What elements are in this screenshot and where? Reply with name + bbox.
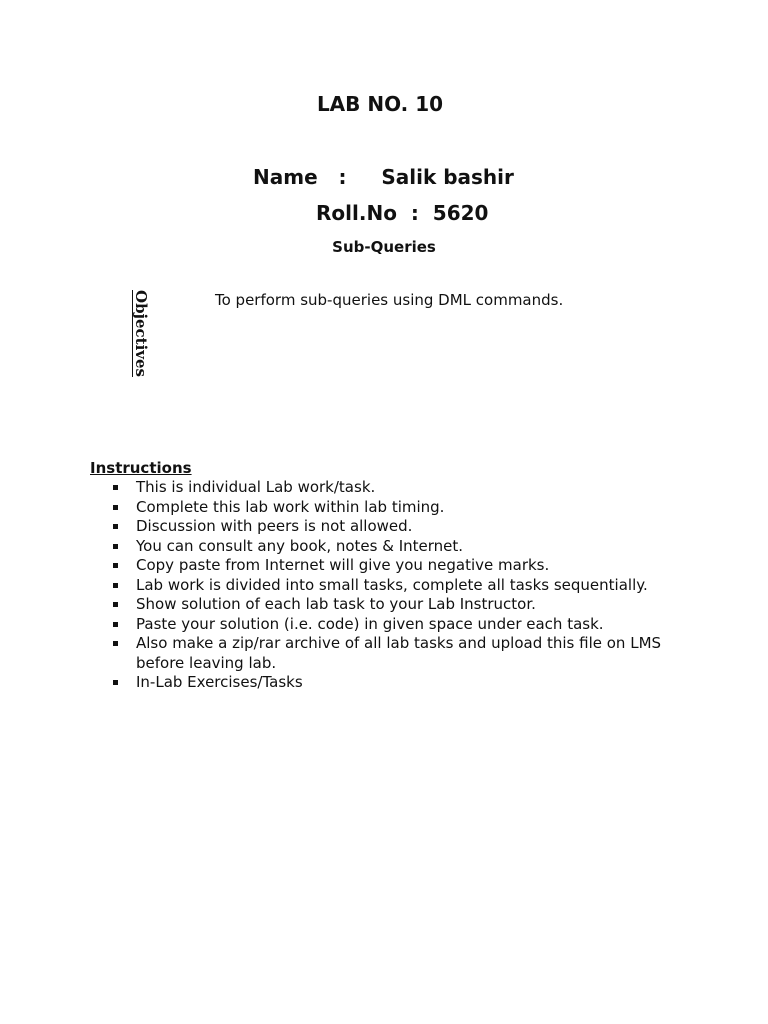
instruction-text: Copy paste from Internet will give you negative marks. bbox=[136, 556, 550, 574]
instruction-text: Lab work is divided into small tasks, complete all tasks sequentially. bbox=[136, 575, 648, 594]
roll-number: Roll.No : 5620 bbox=[316, 201, 489, 225]
bullet-icon bbox=[113, 680, 118, 685]
instruction-text: Paste your solution (i.e. code) in given space under each task. bbox=[136, 614, 604, 633]
instruction-text: Complete this lab work within lab timing. bbox=[136, 497, 445, 516]
bullet-icon bbox=[113, 583, 118, 588]
bullet-icon bbox=[113, 505, 118, 510]
list-item bbox=[108, 498, 688, 518]
bullet-icon bbox=[113, 622, 118, 627]
objective-text: To perform sub-queries using DML commands. bbox=[215, 291, 564, 309]
bullet-icon bbox=[113, 563, 118, 568]
bullet-icon bbox=[113, 641, 118, 646]
instruction-text: In-Lab Exercises/Tasks bbox=[136, 673, 303, 691]
list-item bbox=[108, 478, 688, 498]
list-item bbox=[108, 576, 688, 596]
instruction-list bbox=[108, 478, 688, 693]
instructions-heading: Instructions bbox=[90, 459, 192, 477]
bullet-icon bbox=[113, 602, 118, 607]
list-item bbox=[108, 517, 688, 537]
instruction-text: Also make a zip/rar archive of all lab tasks and upload this file on LMS before leaving lab. bbox=[136, 634, 662, 672]
list-item bbox=[108, 556, 688, 576]
student-name: Name : Salik bashir bbox=[253, 165, 514, 189]
instruction-text: You can consult any book, notes & Internet. bbox=[136, 536, 464, 555]
bullet-icon bbox=[113, 544, 118, 549]
instruction-text: This is individual Lab work/task. bbox=[136, 478, 376, 496]
lab-title: LAB NO. 10 bbox=[316, 92, 444, 116]
list-item bbox=[108, 595, 688, 615]
bullet-icon bbox=[113, 524, 118, 529]
list-item bbox=[108, 634, 688, 673]
instruction-text: Discussion with peers is not allowed. bbox=[136, 517, 413, 535]
instruction-text: Show solution of each lab task to your Lab Instructor. bbox=[136, 595, 536, 613]
list-item bbox=[108, 537, 688, 557]
bullet-icon bbox=[113, 485, 118, 490]
objectives-label: Objectives bbox=[132, 290, 150, 377]
list-item bbox=[108, 615, 688, 635]
topic-title: Sub-Queries bbox=[332, 238, 436, 256]
list-item bbox=[108, 673, 688, 693]
